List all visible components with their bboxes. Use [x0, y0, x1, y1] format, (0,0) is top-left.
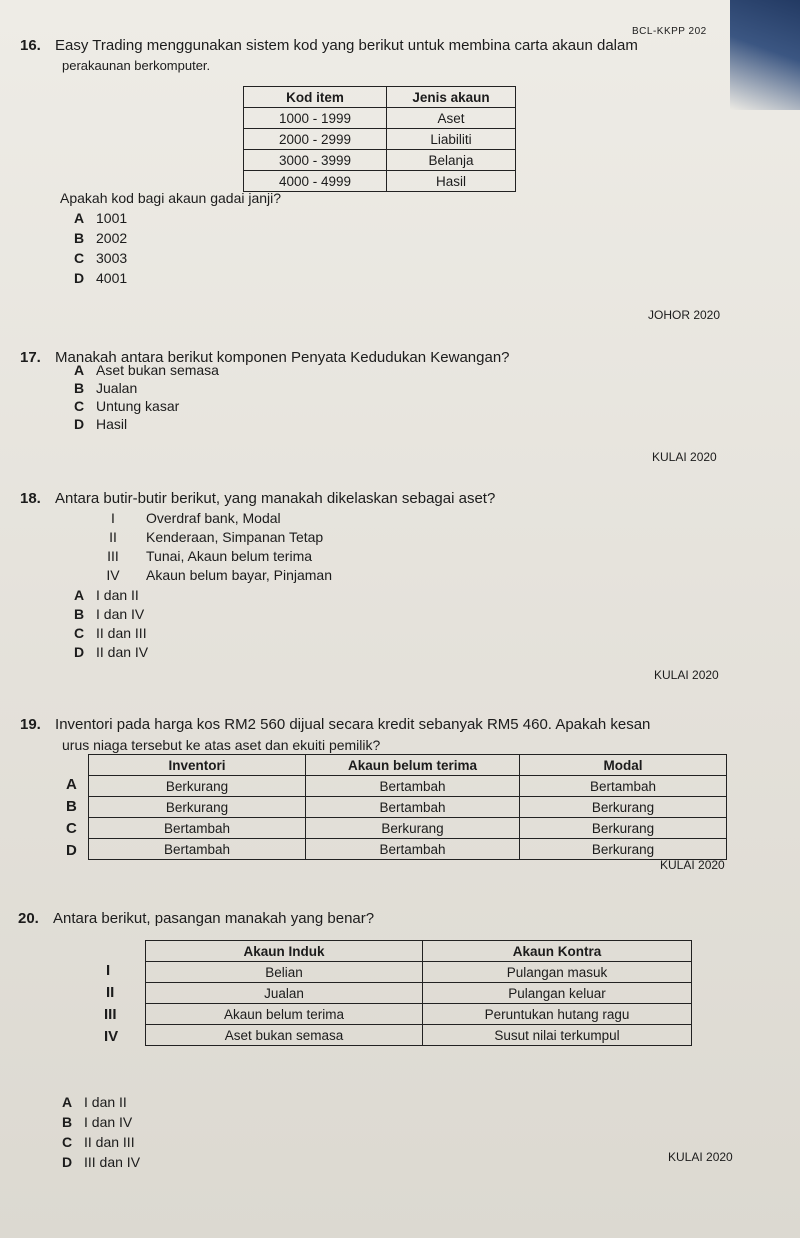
q19-cell: Bertambah	[520, 776, 727, 797]
q19-table	[88, 754, 727, 860]
q19-cell: Bertambah	[89, 818, 306, 839]
q16-cell: Aset	[387, 108, 516, 129]
q16-source: JOHOR 2020	[648, 308, 721, 322]
q17-number: 17.	[20, 349, 41, 366]
q19-header: Modal	[520, 755, 727, 776]
q18-option-d[interactable]: D II dan IV	[74, 644, 149, 660]
q16-header-jenis: Jenis akaun	[387, 87, 516, 108]
q20-option-a[interactable]: A I dan II	[62, 1094, 127, 1110]
q19-header: Inventori	[89, 755, 306, 776]
q19-text-2: urus niaga tersebut ke atas aset dan ekuiti pemilik?	[62, 737, 381, 753]
q16-cell: 3000 - 3999	[244, 150, 387, 171]
q19-option-b[interactable]: B	[66, 798, 77, 815]
q19-cell: Bertambah	[306, 776, 520, 797]
q16-option-b[interactable]: B 2002	[74, 230, 128, 246]
q19-source: KULAI 2020	[660, 858, 725, 872]
q19-cell: Berkurang	[89, 797, 306, 818]
q18-item-ii: II Kenderaan, Simpanan Tetap	[109, 529, 324, 545]
q20-text: Antara berikut, pasangan manakah yang benar?	[53, 910, 375, 927]
q17-option-c[interactable]: C Untung kasar	[74, 398, 180, 414]
q20-header: Akaun Induk	[146, 941, 423, 962]
q19-cell: Bertambah	[89, 839, 306, 860]
q18-line	[20, 490, 495, 508]
q18-item-iii: III Tunai, Akaun belum terima	[107, 548, 313, 564]
q20-cell: Aset bukan semasa	[146, 1025, 423, 1046]
q19-text-1: Inventori pada harga kos RM2 560 dijual secara kredit sebanyak RM5 460. Apakah kesan	[55, 716, 651, 733]
q16-table	[243, 86, 516, 192]
q20-roman-iv: IV	[104, 1028, 119, 1045]
q16-question: Apakah kod bagi akaun gadai janji?	[60, 190, 282, 206]
q20-option-c[interactable]: C II dan III	[62, 1134, 135, 1150]
q20-cell: Akaun belum terima	[146, 1004, 423, 1025]
q20-cell: Peruntukan hutang ragu	[423, 1004, 692, 1025]
q18-option-c[interactable]: C II dan III	[74, 625, 147, 641]
q18-text: Antara butir-butir berikut, yang manakah dikelaskan sebagai aset?	[55, 490, 496, 507]
q19-cell: Berkurang	[520, 839, 727, 860]
q16-cell: 2000 - 2999	[244, 129, 387, 150]
q16-text-2: perakaunan berkomputer.	[62, 58, 211, 73]
q19-cell: Bertambah	[306, 797, 520, 818]
q19-line1	[20, 716, 650, 734]
q20-number: 20.	[18, 910, 39, 927]
q16-option-a[interactable]: A 1001	[74, 210, 128, 226]
q20-roman-ii: II	[106, 984, 115, 1001]
q20-source: KULAI 2020	[668, 1150, 733, 1164]
q17-option-d[interactable]: D Hasil	[74, 416, 128, 432]
q18-option-b[interactable]: B I dan IV	[74, 606, 145, 622]
header-code: BCL-KKPP 202	[632, 26, 707, 37]
q19-option-a[interactable]: A	[66, 776, 77, 793]
q19-cell: Berkurang	[89, 776, 306, 797]
q18-item-i: I Overdraf bank, Modal	[111, 510, 281, 526]
q16-cell: Liabiliti	[387, 129, 516, 150]
q16-line1	[20, 37, 638, 55]
q16-option-d[interactable]: D 4001	[74, 270, 128, 286]
q16-option-c[interactable]: C 3003	[74, 250, 128, 266]
q18-source: KULAI 2020	[654, 668, 719, 682]
q16-cell: Belanja	[387, 150, 516, 171]
q17-text: Manakah antara berikut komponen Penyata Kedudukan Kewangan?	[55, 349, 510, 366]
q19-header: Akaun belum terima	[306, 755, 520, 776]
q16-header-kod: Kod item	[244, 87, 387, 108]
q16-cell: Hasil	[387, 171, 516, 192]
q20-roman-iii: III	[104, 1006, 117, 1023]
q20-roman-i: I	[106, 962, 111, 979]
q20-option-d[interactable]: D III dan IV	[62, 1154, 141, 1170]
q17-option-a[interactable]: A Aset bukan semasa	[74, 362, 219, 378]
q20-cell: Pulangan masuk	[423, 962, 692, 983]
q16-cell: 1000 - 1999	[244, 108, 387, 129]
q20-cell: Belian	[146, 962, 423, 983]
q20-cell: Jualan	[146, 983, 423, 1004]
q20-table	[145, 940, 692, 1046]
q17-source: KULAI 2020	[652, 450, 717, 464]
q20-header: Akaun Kontra	[423, 941, 692, 962]
q18-option-a[interactable]: A I dan II	[74, 587, 139, 603]
q20-cell: Susut nilai terkumpul	[423, 1025, 692, 1046]
q19-option-c[interactable]: C	[66, 820, 77, 837]
q16-text-1: Easy Trading menggunakan sistem kod yang berikut untuk membina carta akaun dalam	[55, 37, 638, 54]
q20-cell: Pulangan keluar	[423, 983, 692, 1004]
q20-line	[18, 910, 374, 928]
q19-cell: Berkurang	[520, 818, 727, 839]
q19-cell: Bertambah	[306, 839, 520, 860]
q18-item-iv: IV Akaun belum bayar, Pinjaman	[106, 567, 332, 583]
page-corner-shadow	[730, 0, 800, 110]
q19-option-d[interactable]: D	[66, 842, 77, 859]
q19-number: 19.	[20, 716, 41, 733]
q16-number: 16.	[20, 37, 41, 54]
q19-cell: Berkurang	[520, 797, 727, 818]
q16-cell: 4000 - 4999	[244, 171, 387, 192]
q20-option-b[interactable]: B I dan IV	[62, 1114, 133, 1130]
q19-cell: Berkurang	[306, 818, 520, 839]
q18-number: 18.	[20, 490, 41, 507]
q17-option-b[interactable]: B Jualan	[74, 380, 138, 396]
